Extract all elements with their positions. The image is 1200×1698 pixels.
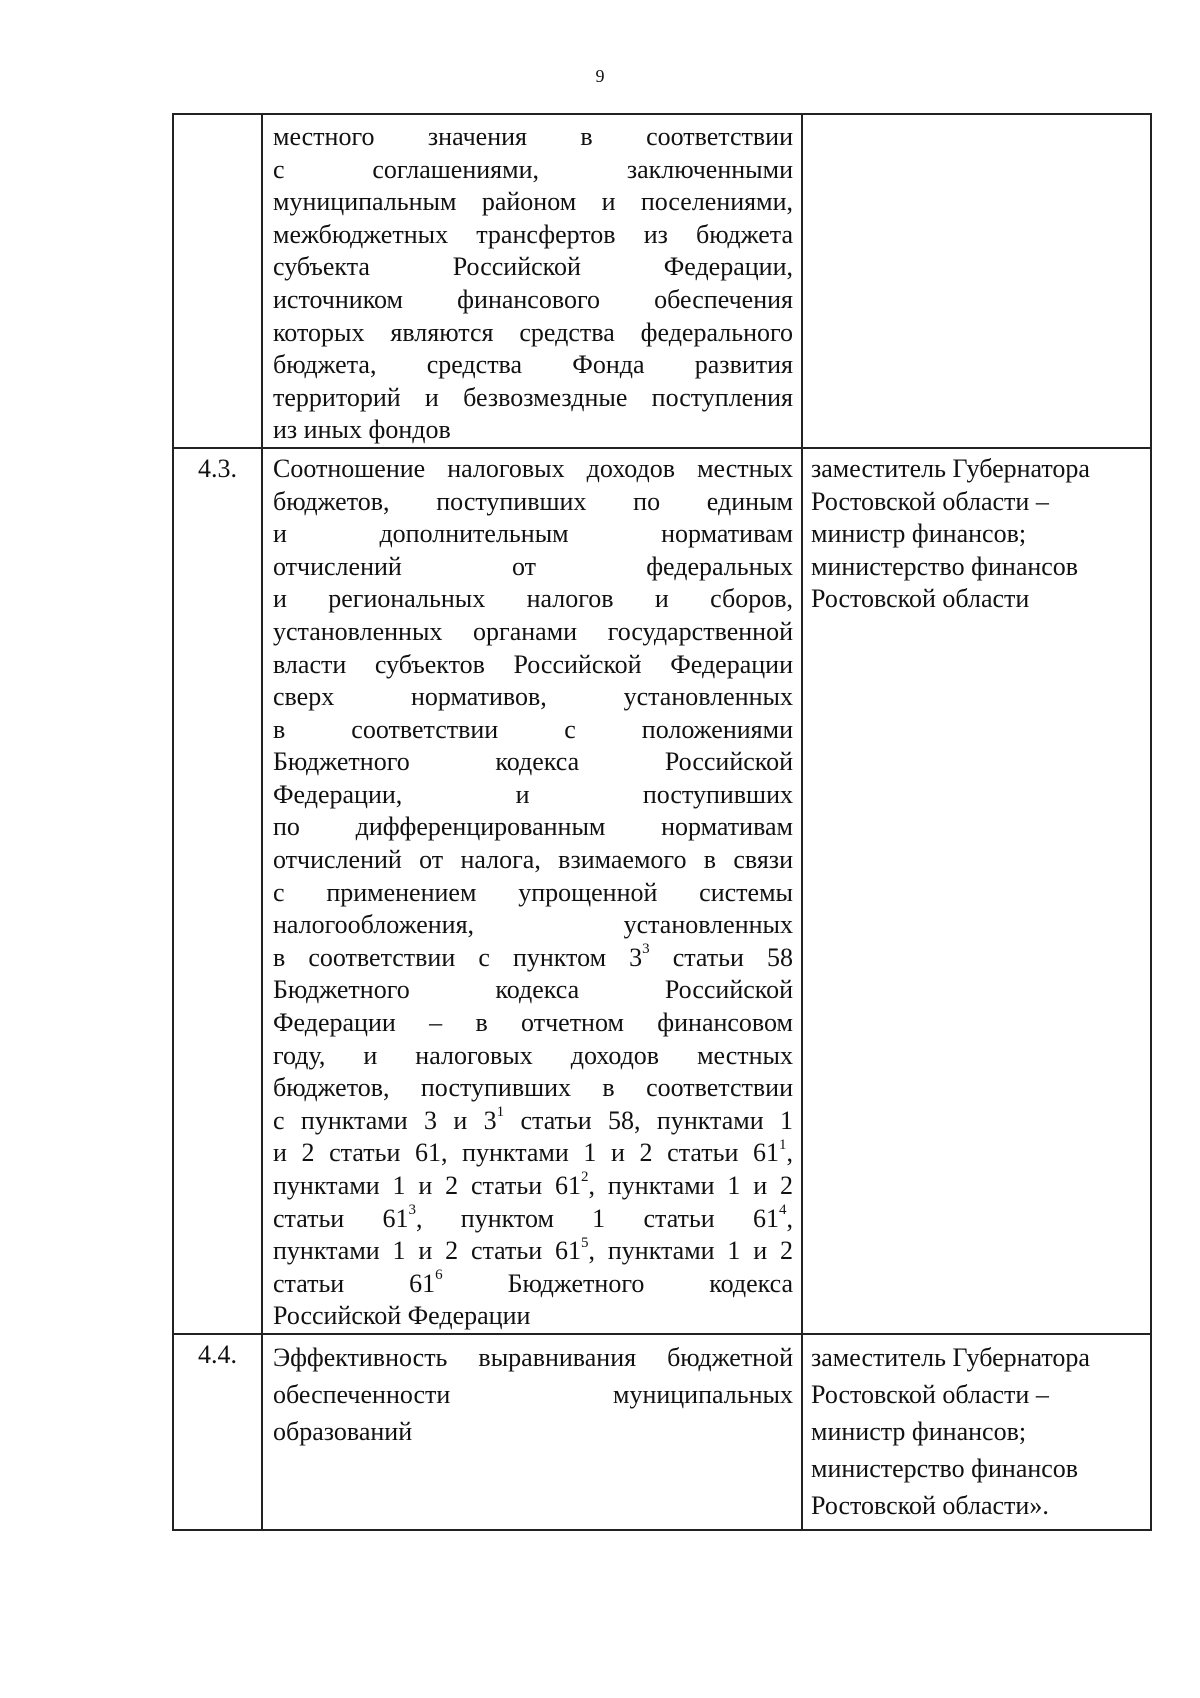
text-line: с применением упрощенной системы xyxy=(273,877,793,907)
text-line: пунктами 1 и 2 статьи $61^5$, пунктами 1 и 2 xyxy=(273,1234,793,1266)
text-line: из иных фондов xyxy=(273,415,451,445)
text-line: источником финансового обеспечения xyxy=(273,284,793,314)
text-line: отчислений от налога, взимаемого в связи xyxy=(273,845,793,875)
text-line: бюджета, средства Фонда развития xyxy=(273,350,793,380)
text-line: и региональных налогов и сборов, xyxy=(273,584,793,614)
text-line: Федерации – в отчетном финансовом xyxy=(273,1008,793,1038)
text-line: сверх нормативов, установленных xyxy=(273,682,793,712)
table-row xyxy=(173,1334,1151,1530)
text-line: бюджетов, поступивших в соответствии xyxy=(273,1073,793,1103)
responsible-line: Ростовской области». xyxy=(811,1490,1049,1520)
text-line: году, и налоговых доходов местных xyxy=(273,1040,793,1070)
text-line: отчислений от федеральных xyxy=(273,551,793,581)
responsible-party xyxy=(802,1334,1151,1530)
text-line: Российской Федерации xyxy=(273,1301,531,1331)
text-line: бюджетов, поступивших по единым xyxy=(273,486,793,516)
responsible-party xyxy=(802,448,1151,1334)
indicators-table xyxy=(172,113,1152,1531)
text-line: по дифференцированным нормативам xyxy=(273,812,793,842)
text-line: и 2 статьи 61, пунктами 1 и 2 статьи $61^1$, xyxy=(273,1136,793,1168)
responsible-line: Ростовской области – xyxy=(811,486,1049,516)
row-number xyxy=(173,114,262,448)
text-line: и дополнительным нормативам xyxy=(273,519,793,549)
text-line: территорий и безвозмездные поступления xyxy=(273,382,793,412)
text-line: пунктами 1 и 2 статьи $61^2$, пунктами 1 и 2 xyxy=(273,1169,793,1200)
text-line: субъекта Российской Федерации, xyxy=(273,252,793,282)
responsible-line: Ростовской области xyxy=(811,584,1030,614)
text-line: Федерации, и поступивших xyxy=(273,779,793,809)
indicator-description xyxy=(262,448,802,1334)
responsible-line: Ростовской области – xyxy=(811,1379,1049,1409)
text-line: установленных органами государственной xyxy=(273,616,793,646)
indicator-description xyxy=(262,1334,802,1530)
text-line: в соответствии с пунктом $3^3$ статьи 58 xyxy=(273,941,793,972)
indicator-description xyxy=(262,114,802,448)
row-number: 4.3. xyxy=(173,448,262,1334)
responsible-line: министерство финансов xyxy=(811,551,1079,581)
text-line: Бюджетного кодекса Российской xyxy=(273,747,793,777)
responsible-line: заместитель Губернатора xyxy=(811,453,1090,483)
responsible-party xyxy=(802,114,1151,448)
responsible-line: заместитель Губернатора xyxy=(811,1342,1090,1372)
text-line: налогообложения, установленных xyxy=(273,910,793,940)
text-line: статьи $61^6$ Бюджетного кодекса xyxy=(273,1267,793,1298)
text-line: межбюджетных трансфертов из бюджета xyxy=(273,219,793,249)
text-line: в соответствии с положениями xyxy=(273,714,793,744)
page-number: 9 xyxy=(595,66,605,86)
text-line: власти субъектов Российской Федерации xyxy=(273,649,793,679)
table-row xyxy=(173,448,1151,1334)
responsible-line: министр финансов; xyxy=(811,519,1027,549)
table-row xyxy=(173,114,1151,448)
text-line: образований xyxy=(273,1416,413,1446)
text-line: Бюджетного кодекса Российской xyxy=(273,975,793,1005)
text-line: местного значения в соответствии xyxy=(273,122,793,151)
text-line: муниципальным районом и поселениями, xyxy=(273,187,793,217)
text-line: с соглашениями, заключенными xyxy=(273,154,793,184)
text-line: Эффективность выравнивания бюджетной xyxy=(273,1342,793,1372)
text-line: статьи $61^3$, пунктом 1 статьи $61^4$, xyxy=(273,1201,793,1233)
text-line: обеспеченности муниципальных xyxy=(273,1379,793,1409)
responsible-line: министр финансов; xyxy=(811,1416,1027,1446)
text-line: Соотношение налоговых доходов местных xyxy=(273,453,793,483)
row-number: 4.4. xyxy=(173,1334,262,1530)
text-line: с пунктами 3 и $3^1$ статьи 58, пунктами 1 xyxy=(273,1104,793,1135)
text-line: которых являются средства федерального xyxy=(273,317,793,347)
responsible-line: министерство финансов xyxy=(811,1453,1079,1483)
